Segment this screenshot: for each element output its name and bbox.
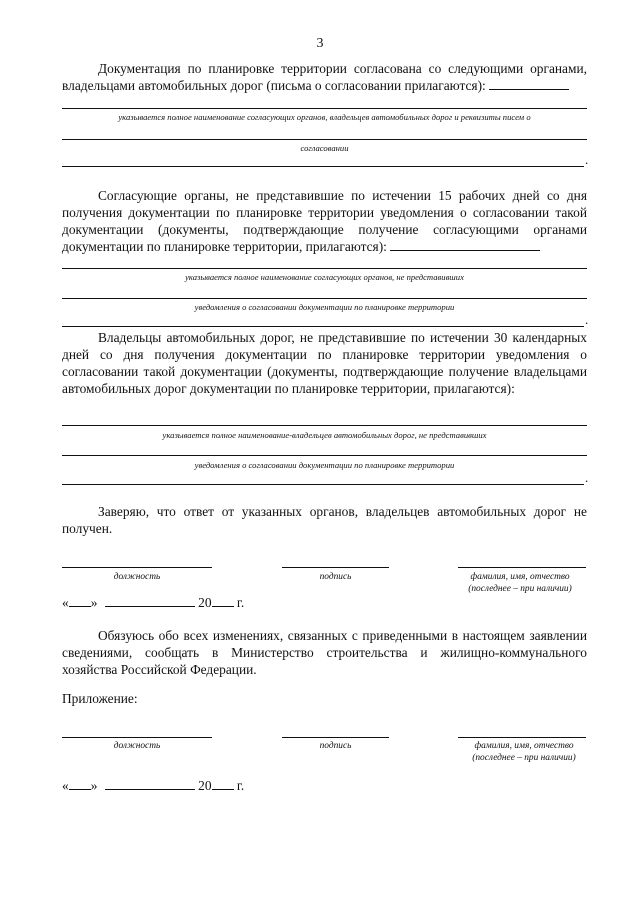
month-field[interactable] xyxy=(105,595,195,607)
full-name-caption: фамилия, имя, отчество xyxy=(470,572,570,582)
caption-bodies-not-submitted: указывается полное наименование согласующих органов, не представивших xyxy=(185,272,464,282)
end-dot: . xyxy=(585,470,589,485)
open-quote: « xyxy=(62,595,69,610)
open-quote: « xyxy=(62,778,69,793)
rule-line[interactable] xyxy=(62,166,584,167)
page-number: 3 xyxy=(316,36,324,51)
full-name-line[interactable] xyxy=(458,737,586,738)
no-response-bodies-paragraph xyxy=(62,187,587,255)
close-quote: » xyxy=(90,595,98,610)
position-caption: должность xyxy=(113,741,161,751)
end-dot: . xyxy=(585,312,589,327)
approval-text: Документация по планировке территории согласована со следующими органами, владельцами автомобильных дорог (письма о согласовании прилагаются): xyxy=(62,61,587,93)
no-response-bodies-text: Согласующие органы, не представившие по истечении 15 рабочих дней со дня получения документации по планировке территории уведомления о согласовании такой документации (документы, подтверждающие получение согласующими органами документации по планировке территории, прилагаются): xyxy=(62,188,587,254)
end-dot: . xyxy=(585,152,589,167)
year-suffix: г. xyxy=(236,778,245,793)
year-field[interactable] xyxy=(212,595,234,607)
signature-caption: подпись xyxy=(319,572,352,582)
date-line xyxy=(62,595,244,611)
rule-line[interactable] xyxy=(62,268,587,269)
caption-notification: уведомления о согласовании документации по планировке территории xyxy=(194,302,455,312)
caption-approval-bodies: указывается полное наименование согласующих органов, владельцев автомобильных дорог и реквизиты писем о xyxy=(118,112,531,122)
position-line[interactable] xyxy=(62,567,212,568)
rule-line[interactable] xyxy=(62,484,584,485)
rule-line[interactable] xyxy=(62,139,587,140)
rule-line[interactable] xyxy=(62,298,587,299)
rule-line[interactable] xyxy=(62,326,584,327)
caption-approval: согласовании xyxy=(300,143,349,153)
signature-caption: подпись xyxy=(319,741,352,751)
approval-fill-line[interactable] xyxy=(489,79,569,90)
full-name-line[interactable] xyxy=(458,567,586,568)
day-field[interactable] xyxy=(69,595,91,607)
close-quote: » xyxy=(90,778,98,793)
year-prefix: 20 xyxy=(198,595,212,610)
year-field[interactable] xyxy=(212,778,234,790)
date-line xyxy=(62,778,244,794)
no-response-bodies-fill-line[interactable] xyxy=(390,240,540,251)
rule-line[interactable] xyxy=(62,108,587,109)
full-name-note: (последнее – при наличии) xyxy=(468,584,572,594)
position-line[interactable] xyxy=(62,737,212,738)
year-prefix: 20 xyxy=(198,778,212,793)
signature-line[interactable] xyxy=(282,567,389,568)
full-name-caption: фамилия, имя, отчество xyxy=(474,741,574,751)
caption-notification: уведомления о согласовании документации по планировке территории xyxy=(194,460,455,470)
obligation-paragraph: Обязуюсь обо всех изменениях, связанных с приведенными в настоящем заявлении сведениями, сообщать в Министерство строительства и жилищно-коммунального хозяйства Российской Федерации. xyxy=(62,628,587,677)
approval-paragraph xyxy=(62,60,587,94)
road-owners-paragraph: Владельцы автомобильных дорог, не представившие по истечении 30 календарных дней со дня получения документации по планировке территории уведомления о согласовании такой документации (документы, подтверждающие получение владельцами автомобильных дорог документации по планировке территории, прилагаются): xyxy=(62,330,587,396)
position-caption: должность xyxy=(113,572,161,582)
rule-line[interactable] xyxy=(62,425,587,426)
month-field[interactable] xyxy=(105,778,195,790)
caption-road-owners: указывается полное наименование-владельцев автомобильных дорог, не представивших xyxy=(162,430,487,440)
full-name-note: (последнее – при наличии) xyxy=(472,753,576,763)
signature-line[interactable] xyxy=(282,737,389,738)
certification-paragraph: Заверяю, что ответ от указанных органов, владельцев автомобильных дорог не получен. xyxy=(62,504,587,536)
attachment-label: Приложение: xyxy=(62,691,138,706)
year-suffix: г. xyxy=(236,595,245,610)
rule-line[interactable] xyxy=(62,455,587,456)
day-field[interactable] xyxy=(69,778,91,790)
